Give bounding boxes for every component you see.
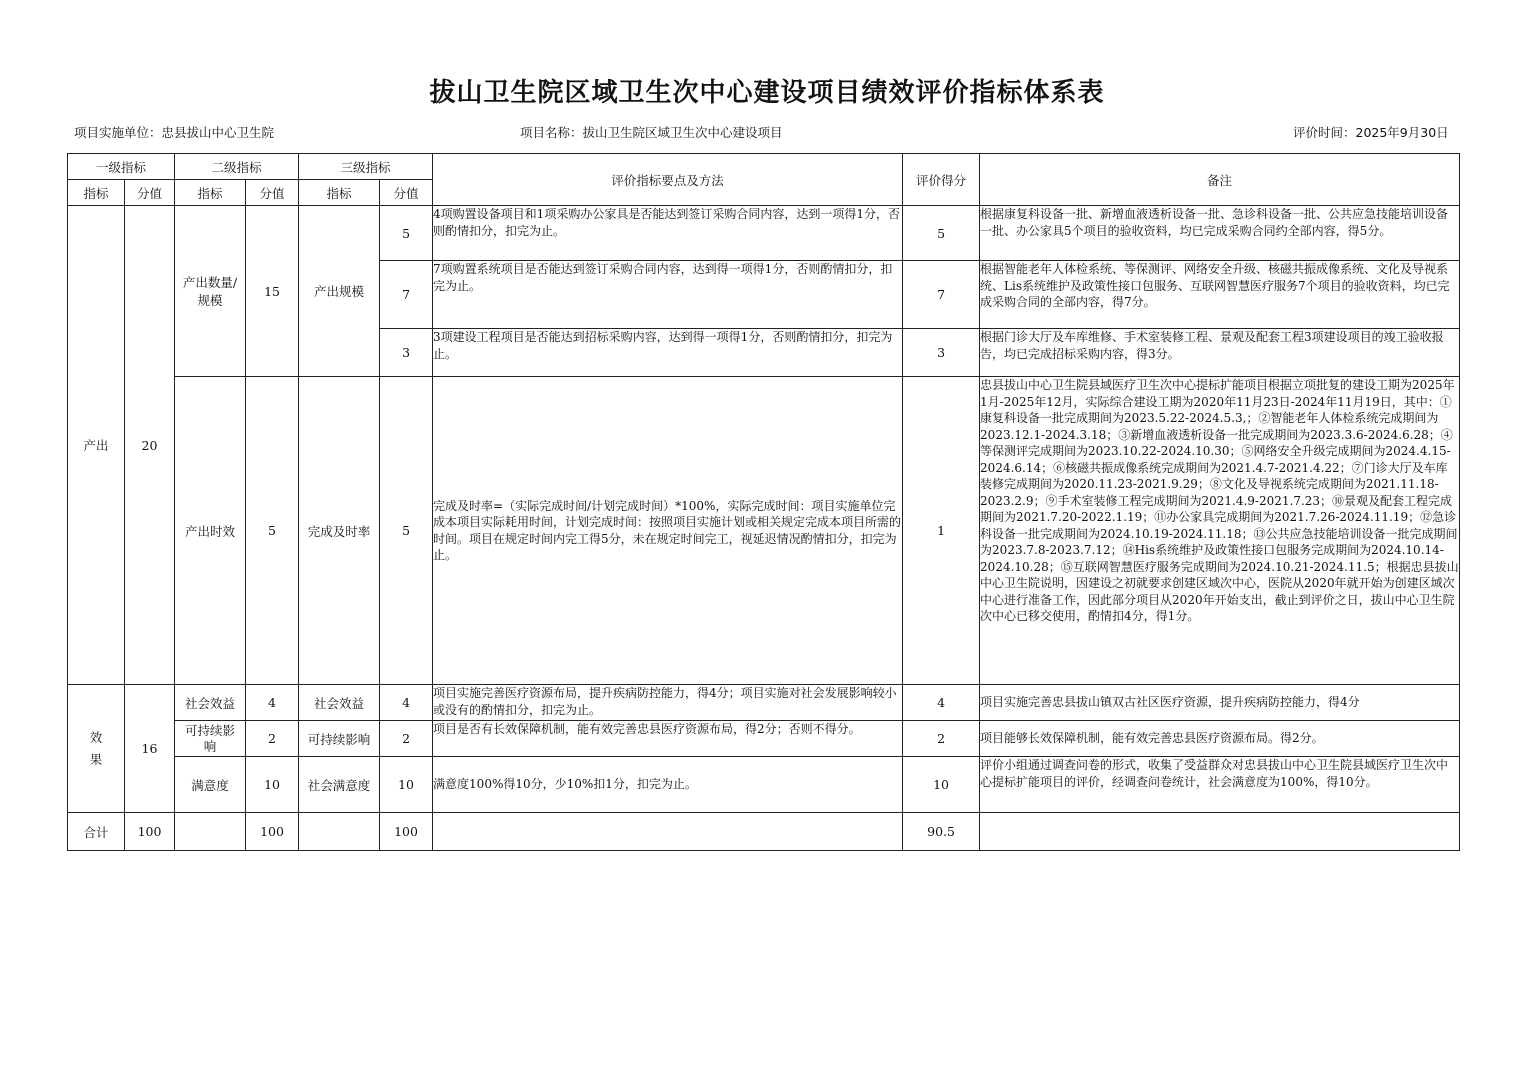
- header-l3-indicator: 指标: [299, 180, 380, 206]
- implementing-unit: 项目实施单位：忠县拔山中心卫生院: [74, 125, 275, 140]
- remark-text: 项目实施完善忠县拔山镇双古社区医疗资源，提升疾病防控能力，得4分: [980, 685, 1460, 721]
- l2-sustainability-points: 2: [246, 721, 299, 757]
- l2-output-timeliness: 产出时效: [175, 377, 246, 685]
- score-value: 5: [903, 206, 980, 261]
- total-row: [68, 813, 1460, 851]
- header-level1: 一级指标: [68, 154, 175, 180]
- remark-text: 评价小组通过调查问卷的形式，收集了受益群众对忠县拔山中心卫生院县域医疗卫生次中心提标扩能项目的评价，经调查问卷统计，社会满意度为100%，得10分。: [980, 757, 1460, 813]
- method-text: 项目实施完善医疗资源布局，提升疾病防控能力，得4分；项目实施对社会发展影响较小或没有的酌情扣分，扣完为止。: [433, 685, 903, 721]
- group-output-name: 产出: [68, 206, 125, 685]
- l3-completion-rate: 完成及时率: [299, 377, 380, 685]
- l3-points: 3: [380, 329, 433, 377]
- remark-text: 根据智能老年人体检系统、等保测评、网络安全升级、核磁共振成像系统、文化及导视系统、Lis系统维护及政策性接口包服务、互联网智慧医疗服务7个项目的验收资料，均已完成采购合同的全部内容，得7分。: [980, 261, 1460, 329]
- score-value: 3: [903, 329, 980, 377]
- method-text: 7项购置系统项目是否能达到签订采购合同内容，达到得一项得1分，否则酌情扣分，扣完为止。: [433, 261, 903, 329]
- evaluation-date: 评价时间：2025年9月30日: [1293, 125, 1449, 140]
- total-l3-points: 100: [380, 813, 433, 851]
- project-name: 项目名称：拔山卫生院区域卫生次中心建设项目: [520, 125, 783, 140]
- total-l2-empty: [175, 813, 246, 851]
- header-l1-indicator: 指标: [68, 180, 125, 206]
- l2-output-quantity: 产出数量/规模: [175, 206, 246, 377]
- l2-sustainability: 可持续影响: [175, 721, 246, 757]
- header-l2-points: 分值: [246, 180, 299, 206]
- total-method-empty: [433, 813, 903, 851]
- header-l2-indicator: 指标: [175, 180, 246, 206]
- total-label: 合计: [68, 813, 125, 851]
- total-remark-empty: [980, 813, 1460, 851]
- score-value: 1: [903, 377, 980, 685]
- page-title: 拔山卫生院区域卫生次中心建设项目绩效评价指标体系表: [429, 78, 1105, 108]
- header-level2: 二级指标: [175, 154, 299, 180]
- header-level3: 三级指标: [299, 154, 433, 180]
- l3-points: 4: [380, 685, 433, 721]
- l2-output-timeliness-points: 5: [246, 377, 299, 685]
- l2-social-benefit: 社会效益: [175, 685, 246, 721]
- l3-output-scale: 产出规模: [299, 206, 380, 377]
- total-l2-points: 100: [246, 813, 299, 851]
- table-row: [68, 721, 1460, 757]
- total-l1-points: 100: [125, 813, 175, 851]
- header-l3-points: 分值: [380, 180, 433, 206]
- remark-text: 项目能够长效保障机制，能有效完善忠县医疗资源布局。得2分。: [980, 721, 1460, 757]
- score-value: 2: [903, 721, 980, 757]
- l2-output-quantity-points: 15: [246, 206, 299, 377]
- remark-text: 根据门诊大厅及车库维修、手术室装修工程、景观及配套工程3项建设项目的竣工验收报告，均已完成招标采购内容，得3分。: [980, 329, 1460, 377]
- total-l3-empty: [299, 813, 380, 851]
- indicator-table: [67, 153, 1460, 851]
- table-row: [68, 206, 1460, 261]
- method-text: 项目是否有长效保障机制，能有效完善忠县医疗资源布局，得2分；否则不得分。: [433, 721, 903, 757]
- table-row: [68, 757, 1460, 813]
- l2-social-benefit-points: 4: [246, 685, 299, 721]
- method-text: 完成及时率=（实际完成时间/计划完成时间）*100%，实际完成时间：项目实施单位完成本项目实际耗用时间，计划完成时间：按照项目实施计划或相关规定完成本项目所需的时间。项目在规定时间内完工得5分，未在规定时间完工，视延迟情况酌情扣分，扣完为止。: [433, 377, 903, 685]
- score-value: 4: [903, 685, 980, 721]
- l3-points: 5: [380, 206, 433, 261]
- total-score: 90.5: [903, 813, 980, 851]
- table-row: [68, 685, 1460, 721]
- l3-points: 2: [380, 721, 433, 757]
- header-method: 评价指标要点及方法: [433, 154, 903, 206]
- score-value: 10: [903, 757, 980, 813]
- group-effect-name: 效果: [68, 685, 125, 813]
- l2-satisfaction: 满意度: [175, 757, 246, 813]
- l3-points: 7: [380, 261, 433, 329]
- l2-satisfaction-points: 10: [246, 757, 299, 813]
- method-text: 4项购置设备项目和1项采购办公家具是否能达到签订采购合同内容，达到一项得1分，否则酌情扣分，扣完为止。: [433, 206, 903, 261]
- table-row: [68, 377, 1460, 685]
- header-remark: 备注: [980, 154, 1460, 206]
- l3-social-benefit: 社会效益: [299, 685, 380, 721]
- header-l1-points: 分值: [125, 180, 175, 206]
- l3-points: 10: [380, 757, 433, 813]
- remark-text: 根据康复科设备一批、新增血液透析设备一批、急诊科设备一批、公共应急技能培训设备一批、办公家具5个项目的验收资料，均已完成采购合同约全部内容，得5分。: [980, 206, 1460, 261]
- remark-text: 忠县拔山中心卫生院县域医疗卫生次中心提标扩能项目根据立项批复的建设工期为2025年1月-2025年12月，实际综合建设工期为2020年11月23日-2024年11月19日，其中：①康复科设备一批完成期间为2023.5.22-2024.5.3,；②智能老年人体检系统完成期间为2023.12.1-2024.3.18；③新增血液透析设备一批完成期间为2023.3.6-2024.6.28；④等保测评完成期间为2023.10.22-2024.10.30；⑤网络安全升级完成期间为2024.4.15-2024.6.14；⑥核磁共振成像系统完成期间为2021.4.7-2021.4.22；⑦门诊大厅及车库装修完成期间为2020.11.23-2021.9.29；⑧文化及导视系统完成期间为2021.11.18-2023.2.9；⑨手术室装修工程完成期间为2021.4.9-2021.7.23；⑩景观及配套工程完成期间为2021.7.20-2022.1.19；⑪办公家具完成期间为2021.7.26-2024.11.19；⑫急诊科设备一批完成期间为2024.10.19-2024.11.18；⑬公共应急技能培训设备一批完成期间为2023.7.8-2023.7.12；⑭His系统维护及政策性接口包服务完成期间为2024.10.14-2024.10.28；⑮互联网智慧医疗服务完成期间为2024.10.21-2024.11.5；根据忠县拔山中心卫生院说明，因建设之初就要求创建区域次中心，医院从2020年就开始为创建区域次中心进行准备工作，因此部分项目从2020年开始支出，截止到评价之日，拔山中心卫生院次中心已移交使用，酌情扣4分，得1分。: [980, 377, 1460, 685]
- score-value: 7: [903, 261, 980, 329]
- l3-sustainability: 可持续影响: [299, 721, 380, 757]
- l3-points: 5: [380, 377, 433, 685]
- method-text: 满意度100%得10分，少10%扣1分，扣完为止。: [433, 757, 903, 813]
- header-score: 评价得分: [903, 154, 980, 206]
- method-text: 3项建设工程项目是否能达到招标采购内容，达到得一项得1分，否则酌情扣分，扣完为止。: [433, 329, 903, 377]
- group-effect-points: 16: [125, 685, 175, 813]
- group-output-points: 20: [125, 206, 175, 685]
- l3-satisfaction: 社会满意度: [299, 757, 380, 813]
